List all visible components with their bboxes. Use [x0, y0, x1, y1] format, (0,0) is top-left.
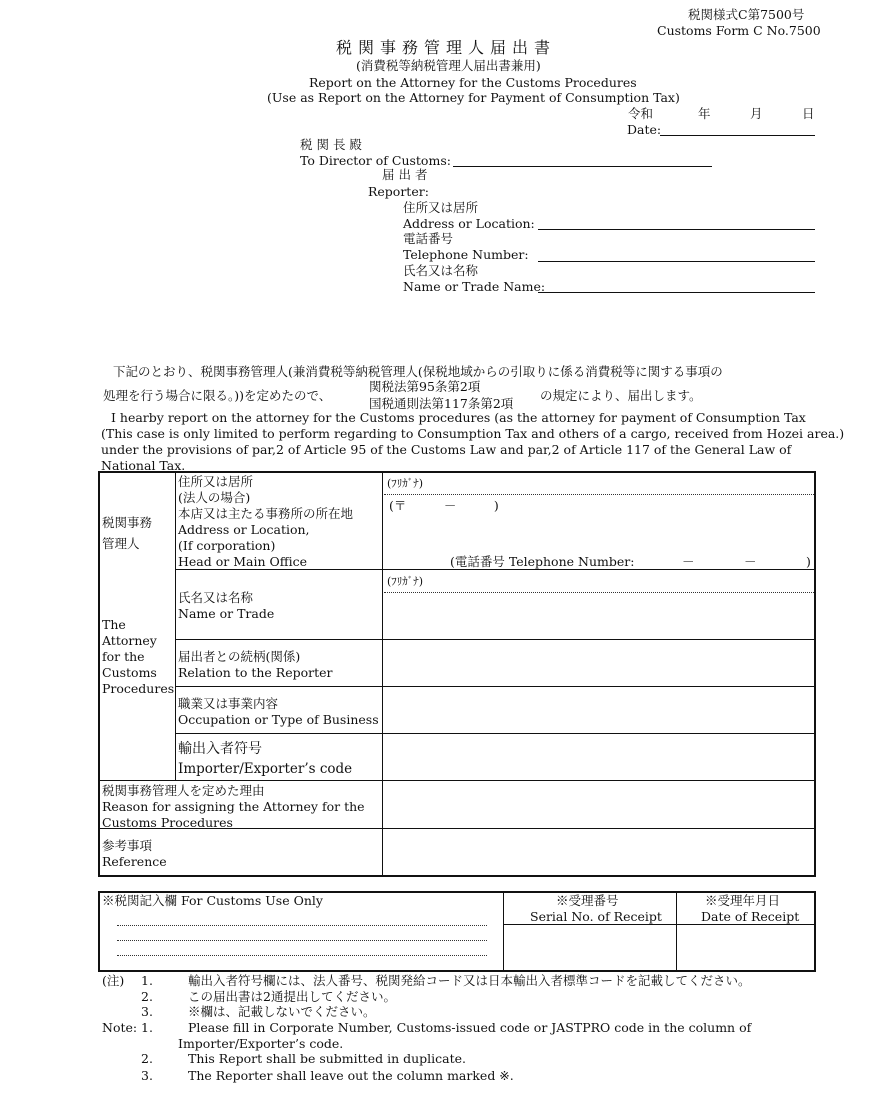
statement-law1: 関税法第95条第2項 [369, 379, 481, 394]
date-era: 令和 [628, 106, 654, 121]
serial-label-jp: ※受理番号 [556, 893, 619, 908]
customs-divider [676, 892, 677, 971]
side-label-en-4: Procedures [102, 681, 175, 696]
reporter-name-line[interactable] [538, 292, 815, 293]
reporter-address-jp: 住所又は居所 [403, 200, 479, 215]
tel-dash: － [682, 554, 695, 569]
reporter-phone-line[interactable] [538, 261, 815, 262]
addressee-en: To Director of Customs: [300, 153, 451, 168]
note-text: この届出書は2通提出してください。 [188, 989, 396, 1004]
note-number: 2. [141, 989, 153, 1004]
side-label-en-0: The [102, 617, 126, 632]
reporter-phone-jp: 電話番号 [403, 231, 454, 246]
title-jp: 税関事務管理人届出書 [336, 38, 557, 57]
customs-use-line [117, 925, 487, 926]
notes-label-jp: (注) [102, 973, 125, 988]
reason-label-jp: 税関事務管理人を定めた理由 [102, 783, 265, 798]
table-divider [175, 569, 815, 570]
subtitle-jp: (消費税等納税管理人届出書兼用) [356, 58, 541, 73]
code-label-en: Importer/Exporter’s code [178, 761, 353, 777]
reporter-label-jp: 届 出 者 [382, 167, 428, 182]
reporter-name-en: Name or Trade Name: [403, 279, 546, 294]
receipt-date-label-en: Date of Receipt [701, 909, 800, 924]
note-number: 2. [141, 1051, 153, 1066]
addr-furigana-label: (ﾌﾘｶﾞﾅ) [387, 477, 424, 490]
addr-label: (If corporation) [178, 538, 276, 553]
title-en: Report on the Attorney for the Customs Procedures [309, 75, 637, 90]
receipt-date-label-jp: ※受理年月日 [705, 893, 781, 908]
tel-prefix: (電話番号 Telephone Number: [450, 554, 635, 569]
statement-en-line4: National Tax. [101, 458, 186, 473]
statement-law2: 国税通則法第117条第2項 [369, 396, 514, 411]
note-text: The Reporter shall leave out the column marked ※. [188, 1068, 514, 1083]
addressee-jp: 税 関 長 殿 [300, 137, 362, 152]
note-text: Importer/Exporter’s code. [178, 1036, 344, 1051]
addressee-line[interactable] [453, 166, 712, 167]
reporter-address-en: Address or Location: [403, 216, 535, 231]
date-year: 年 [698, 106, 711, 121]
note-number: 3. [141, 1004, 153, 1019]
code-label-jp: 輸出入者符号 [178, 741, 262, 757]
addr-label: Head or Main Office [178, 554, 307, 569]
subtitle-en: (Use as Report on the Attorney for Payment of Consumption Tax) [267, 90, 680, 105]
addr-label: 本店又は主たる事務所の所在地 [178, 506, 354, 521]
form-id-en: Customs Form C No.7500 [657, 23, 821, 38]
relation-label-en: Relation to the Reporter [178, 665, 333, 680]
form-id-jp: 税関様式C第7500号 [688, 7, 805, 22]
table-divider [175, 686, 815, 687]
reporter-phone-en: Telephone Number: [403, 247, 529, 262]
side-label-en-3: Customs [102, 665, 157, 680]
addr-label: Address or Location, [178, 522, 310, 537]
statement-en-line1: I hearby report on the attorney for the Customs procedures (as the attorney for payment of Consumption Tax [111, 410, 806, 425]
reference-label-en: Reference [102, 854, 167, 869]
date-line[interactable] [660, 135, 815, 136]
tel-dash: － [744, 554, 757, 569]
table-divider [175, 472, 176, 781]
side-label-jp2: 管理人 [102, 536, 140, 551]
customs-divider [503, 892, 504, 971]
addr-label: (法人の場合) [178, 490, 251, 505]
side-label-en-2: for the [102, 649, 145, 664]
addr-furigana-field[interactable] [384, 494, 814, 495]
reference-label-jp: 参考事項 [102, 838, 153, 853]
customs-use-line [117, 955, 487, 956]
date-day: 日 [802, 106, 815, 121]
name-furigana-label: (ﾌﾘｶﾞﾅ) [387, 575, 424, 588]
relation-label-jp: 届出者との続柄(関係) [178, 649, 301, 664]
customs-use-label: ※税関記入欄 For Customs Use Only [102, 893, 323, 908]
statement-jp-line2b: の規定により、届出します。 [540, 388, 702, 403]
reason-label-en1: Reason for assigning the Attorney for the [102, 799, 365, 814]
reporter-address-line[interactable] [538, 229, 815, 230]
serial-label-en: Serial No. of Receipt [530, 909, 662, 924]
note-text: This Report shall be submitted in duplicate. [188, 1051, 466, 1066]
occupation-label-jp: 職業又は事業内容 [178, 696, 279, 711]
occupation-label-en: Occupation or Type of Business [178, 712, 379, 727]
name-label-jp: 氏名又は名称 [178, 590, 254, 605]
table-divider [99, 780, 815, 781]
name-label-en: Name or Trade [178, 606, 275, 621]
statement-en-line3: under the provisions of par,2 of Article 95 of the Customs Law and par,2 of Article 117 of the General Law of [101, 442, 792, 457]
note-text: 輸出入者符号欄には、法人番号、税関発給コード又は日本輸出入者標準コードを記載してください。 [188, 973, 751, 988]
table-divider [175, 639, 815, 640]
table-divider [382, 472, 383, 876]
statement-en-line2: (This case is only limited to perform regarding to Consumption Tax and others of a cargo, received from Hozei area.) [101, 426, 845, 441]
note-text: ※欄は、記載しないでください。 [188, 1004, 376, 1019]
customs-use-line [117, 940, 487, 941]
table-divider [175, 733, 815, 734]
note-number: 1. [141, 973, 153, 988]
note-text: Please fill in Corporate Number, Customs-issued code or JASTPRO code in the column of [188, 1020, 752, 1035]
side-label-jp1: 税関事務 [102, 515, 153, 530]
reporter-label-en: Reporter: [368, 184, 429, 199]
tel-close: ) [806, 554, 811, 569]
reporter-name-jp: 氏名又は名称 [403, 263, 479, 278]
date-label: Date: [627, 122, 662, 137]
statement-jp-line2a: 処理を行う場合に限る。))を定めたので、 [103, 388, 332, 403]
notes-label-en: Note: [102, 1020, 138, 1035]
name-furigana-field[interactable] [384, 592, 814, 593]
statement-jp-line1: 下記のとおり、税関事務管理人(兼消費税等納税管理人(保税地域からの引取りに係る消費税等に関する事項の [113, 364, 723, 379]
note-number: 3. [141, 1068, 153, 1083]
date-month: 月 [750, 106, 763, 121]
customs-divider [504, 924, 815, 925]
reason-label-en2: Customs Procedures [102, 815, 233, 830]
postal-code-field[interactable]: (〒 － ) [389, 498, 499, 513]
side-label-en-1: Attorney [102, 633, 157, 648]
addr-label: 住所又は居所 [178, 474, 254, 489]
note-number: 1. [141, 1020, 153, 1035]
